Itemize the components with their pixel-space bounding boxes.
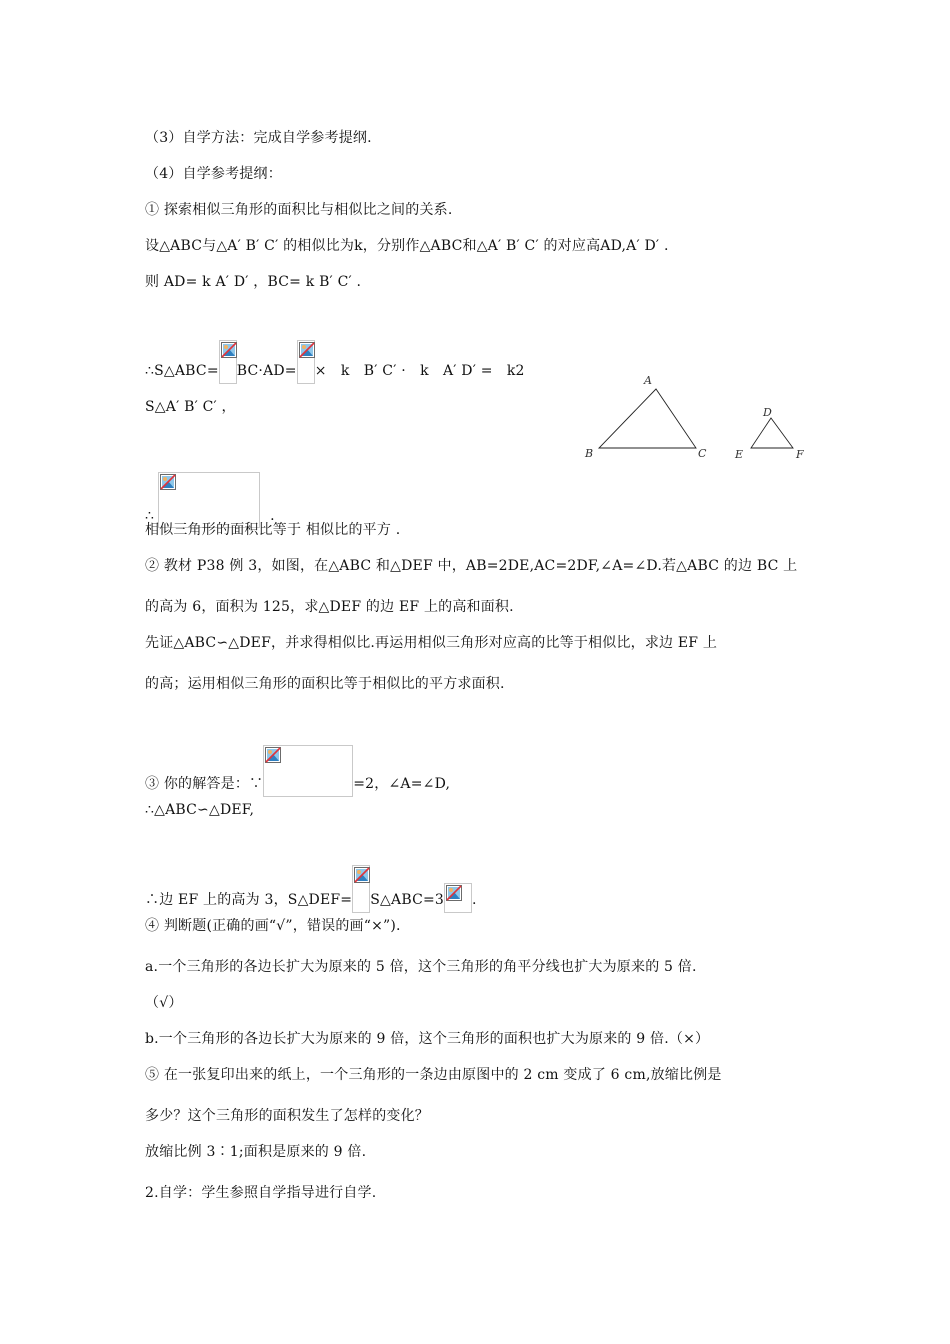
- line-similar: ∴△ABC∽△DEF,: [145, 802, 255, 818]
- broken-image-icon: [160, 474, 176, 490]
- line-height-area: [145, 865, 477, 909]
- line-judge-a-answer: （√）: [145, 995, 183, 1011]
- line-item-3: [145, 745, 450, 793]
- line-ad-bc: 则 AD= k A′ D′ ，BC= k B′ C′ .: [145, 274, 362, 290]
- triangle-abc: [599, 389, 696, 448]
- line-judge-a: a.一个三角形的各边长扩大为原来的 5 倍，这个三角形的角平分线也扩大为原来的 5 倍.: [145, 959, 697, 975]
- text-ratio-equals-2: =2，∠A=∠D,: [353, 776, 451, 792]
- line-self-study: 2.自学：学生参照自学指导进行自学.: [145, 1185, 377, 1201]
- line-item-1: ① 探索相似三角形的面积比与相似比之间的关系.: [145, 202, 453, 218]
- triangle-def: [751, 418, 793, 448]
- therefore-symbol: ∴: [145, 508, 155, 524]
- line-therefore-ratio: [145, 472, 275, 525]
- text-your-answer: ③ 你的解答是：∵: [145, 776, 264, 792]
- text-height-ef: ∴边 EF 上的高为 3，S△DEF=: [145, 892, 353, 908]
- vertex-label-d: D: [763, 406, 772, 419]
- line-item-5-cont: 多少？这个三角形的面积发生了怎样的变化？: [145, 1108, 429, 1124]
- vertex-label-c: C: [698, 447, 707, 460]
- line-self-study-method: （3）自学方法：完成自学参考提纲.: [145, 130, 372, 146]
- vertex-label-e: E: [735, 448, 744, 461]
- broken-image-icon: [299, 342, 315, 358]
- text-area-abc-lhs: ∴S△ABC=: [145, 363, 219, 379]
- broken-image-icon: [221, 342, 237, 358]
- text-area-expansion: × k B′ C′ · k A′ D′ = k2: [314, 363, 525, 379]
- broken-image-icon: [265, 747, 281, 763]
- broken-image-icon: [354, 867, 370, 883]
- text-bc-ad: BC·AD=: [236, 363, 297, 379]
- formula-image-placeholder: [219, 340, 237, 384]
- line-conclusion: 相似三角形的面积比等于 相似比的平方 .: [145, 522, 401, 538]
- line-outline-heading: （4）自学参考提纲：: [145, 166, 282, 182]
- line-area-a-prime: S△A′ B′ C′ ，: [145, 399, 236, 415]
- vertex-label-b: B: [585, 447, 594, 460]
- line-item-2: ② 教材 P38 例 3，如图，在△ABC 和△DEF 中，AB=2DE,AC=2DF,∠A=∠D.若△ABC 的边 BC 上: [145, 558, 798, 574]
- line-hint-cont: 的高；运用相似三角形的面积比等于相似比的平方求面积.: [145, 676, 505, 692]
- line-item-4: ④ 判断题(正确的画“√”，错误的画“×”).: [145, 918, 401, 934]
- text-period: .: [270, 508, 275, 524]
- triangles-figure: [575, 370, 815, 470]
- text-period: .: [472, 892, 477, 908]
- formula-image-placeholder: [444, 883, 472, 913]
- line-judge-b: b.一个三角形的各边长扩大为原来的 9 倍，这个三角形的面积也扩大为原来的 9 倍.（×）: [145, 1031, 710, 1047]
- formula-image-placeholder: [352, 865, 370, 913]
- text-s-abc: S△ABC=3: [370, 892, 445, 908]
- line-item-5: ⑤ 在一张复印出来的纸上，一个三角形的一条边由原图中的 2 cm 变成了 6 cm,放缩比例是: [145, 1067, 722, 1083]
- vertex-label-f: F: [796, 448, 804, 461]
- formula-image-placeholder: [297, 340, 315, 384]
- line-setup: 设△ABC与△A′ B′ C′ 的相似比为k，分别作△ABC和△A′ B′ C′ 的对应高AD,A′ D′ .: [145, 238, 669, 254]
- line-item-2-cont: 的高为 6，面积为 125，求△DEF 的边 EF 上的高和面积.: [145, 599, 514, 615]
- vertex-label-a: A: [644, 374, 652, 387]
- formula-image-placeholder: [263, 745, 353, 797]
- line-area-abc: [145, 340, 525, 380]
- line-item-5-answer: 放缩比例 3∶1;面积是原来的 9 倍.: [145, 1144, 367, 1160]
- broken-image-icon: [446, 885, 462, 901]
- line-hint: 先证△ABC∽△DEF，并求得相似比.再运用相似三角形对应高的比等于相似比，求边 EF 上: [145, 635, 718, 651]
- formula-image-placeholder: [158, 472, 260, 528]
